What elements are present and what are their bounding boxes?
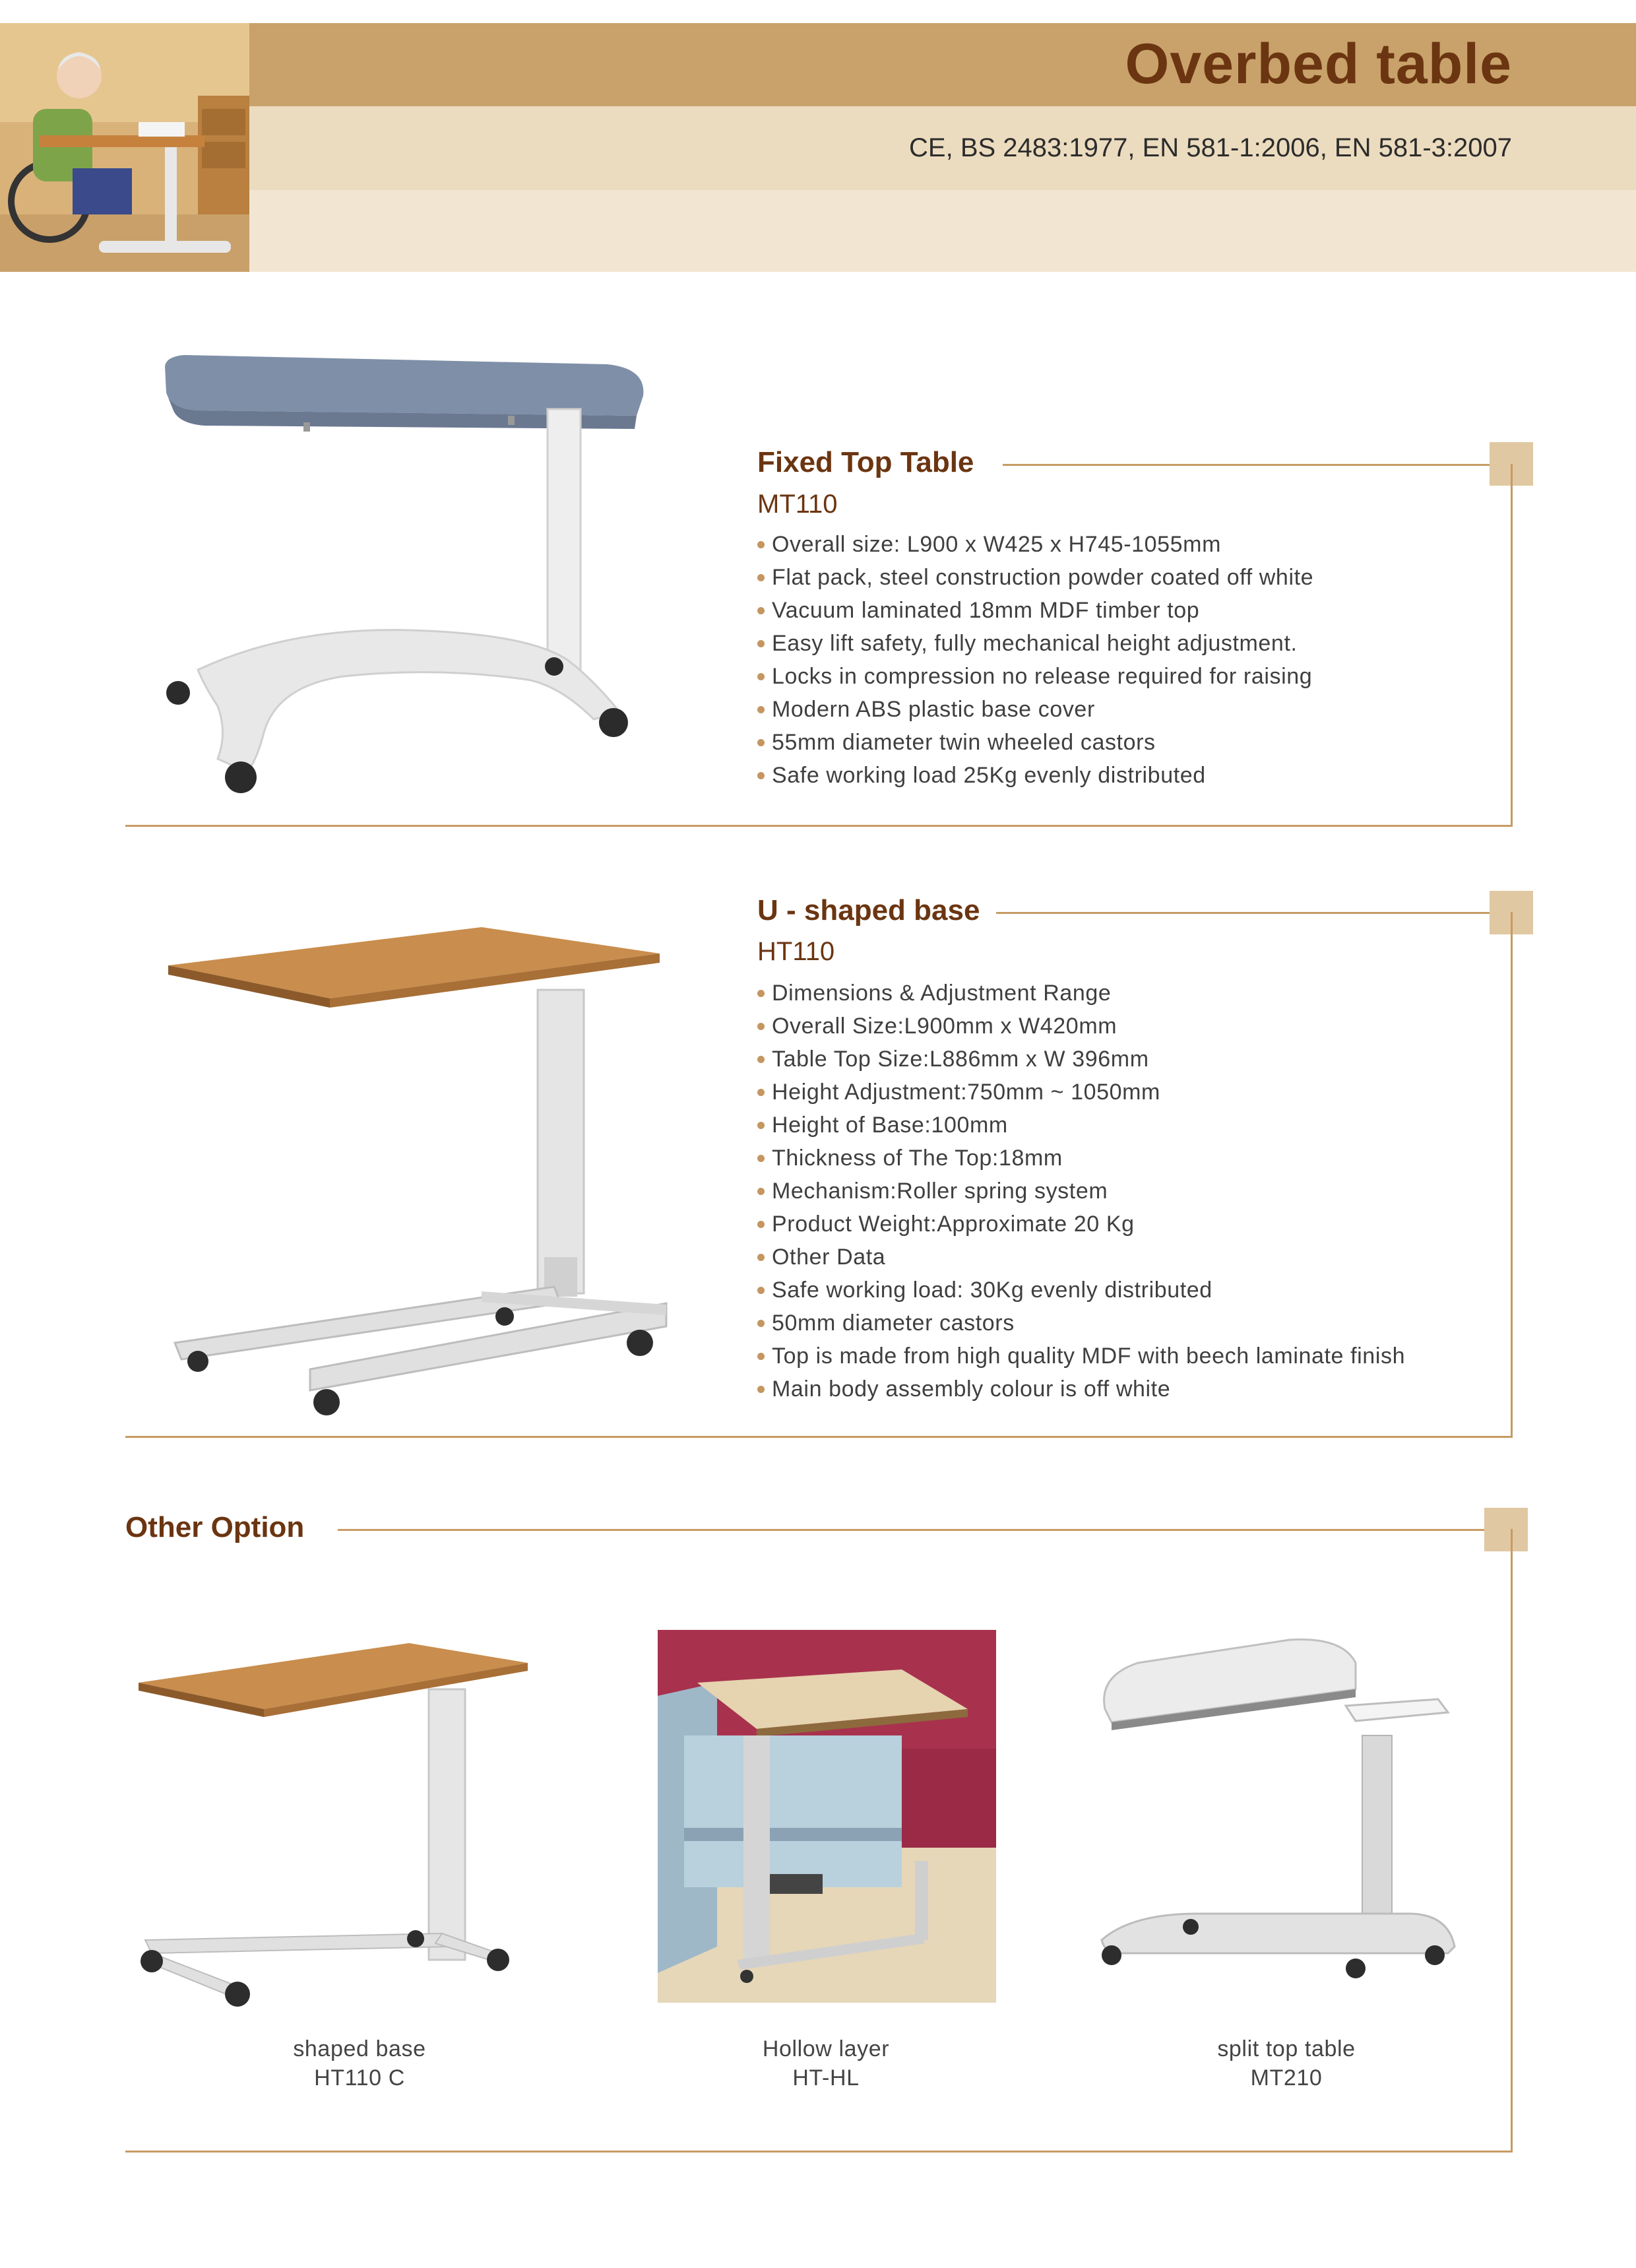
spec-list xyxy=(757,528,1313,792)
section-2-right-line xyxy=(1511,912,1513,1438)
spec-item xyxy=(757,1010,1405,1043)
section-2-bottom-line xyxy=(125,1436,1513,1438)
bullet-dot-icon xyxy=(757,706,765,713)
spec-text: Overall Size:L900mm x W420mm xyxy=(772,1014,1117,1039)
section-3-corner-box xyxy=(1484,1508,1528,1551)
section-1-top-line xyxy=(1003,464,1512,466)
option-name: shaped base xyxy=(293,2036,426,2061)
option-name: Hollow layer xyxy=(762,2036,890,2061)
spec-text: Top is made from high quality MDF with beech laminate finish xyxy=(772,1344,1406,1369)
spec-text: Main body assembly colour is off white xyxy=(772,1377,1171,1402)
spec-item xyxy=(757,1076,1405,1109)
bullet-dot-icon xyxy=(757,1122,765,1129)
bullet-dot-icon xyxy=(757,1353,765,1360)
spec-text: Safe working load 25Kg evenly distributed xyxy=(772,763,1206,788)
spec-item xyxy=(757,1109,1405,1142)
fixed-top-table-image xyxy=(158,337,646,798)
spec-item xyxy=(757,693,1313,726)
bullet-dot-icon xyxy=(757,1254,765,1261)
option-name: split top table xyxy=(1217,2036,1356,2061)
page-title: Overbed table xyxy=(1125,32,1512,96)
spec-text: Other Data xyxy=(772,1245,886,1270)
spec-item xyxy=(757,1175,1405,1208)
shaped-base-table-image xyxy=(132,1643,534,2013)
split-top-table-image xyxy=(1092,1636,1461,1993)
spec-item xyxy=(757,1043,1405,1076)
option-caption xyxy=(1154,2034,1418,2092)
spec-item xyxy=(757,1274,1405,1307)
bullet-dot-icon xyxy=(757,607,765,614)
bullet-dot-icon xyxy=(757,1320,765,1327)
spec-text: Dimensions & Adjustment Range xyxy=(772,981,1112,1006)
section-title: Other Option xyxy=(125,1511,311,1544)
spec-item xyxy=(757,1142,1405,1175)
section-title: Fixed Top Table xyxy=(757,446,980,479)
spec-item xyxy=(757,1208,1405,1241)
spec-text: Product Weight:Approximate 20 Kg xyxy=(772,1212,1135,1237)
spec-text: Table Top Size:L886mm x W 396mm xyxy=(772,1047,1149,1072)
spec-text: Height Adjustment:750mm ~ 1050mm xyxy=(772,1080,1160,1105)
spec-list xyxy=(757,977,1405,1406)
hollow-layer-photo xyxy=(658,1630,996,2003)
spec-item xyxy=(757,528,1313,561)
spec-item xyxy=(757,660,1313,693)
section-3-bottom-line xyxy=(125,2151,1513,2153)
bullet-dot-icon xyxy=(757,1089,765,1096)
section-3-top-line xyxy=(338,1529,1512,1531)
spec-item xyxy=(757,726,1313,759)
model-code: MT110 xyxy=(757,490,838,519)
header-photo-woman-at-overbed-table xyxy=(0,23,249,272)
spec-item xyxy=(757,594,1313,627)
spec-item xyxy=(757,1340,1405,1373)
option-model: MT210 xyxy=(1250,2065,1323,2090)
bullet-dot-icon xyxy=(757,574,765,581)
spec-text: 55mm diameter twin wheeled castors xyxy=(772,730,1156,755)
spec-text: Easy lift safety, fully mechanical height adjustment. xyxy=(772,631,1298,656)
spec-text: Vacuum laminated 18mm MDF timber top xyxy=(772,598,1200,623)
spec-item xyxy=(757,1241,1405,1274)
spec-item xyxy=(757,1307,1405,1340)
spec-text: 50mm diameter castors xyxy=(772,1311,1015,1336)
section-1-right-line xyxy=(1511,464,1513,827)
spec-item xyxy=(757,627,1313,660)
u-shaped-base-table-image xyxy=(165,921,679,1422)
section-title: U - shaped base xyxy=(757,894,986,927)
bullet-dot-icon xyxy=(757,1287,765,1294)
spec-text: Thickness of The Top:18mm xyxy=(772,1146,1063,1171)
spec-item xyxy=(757,977,1405,1010)
bullet-dot-icon xyxy=(757,1056,765,1063)
spec-text: Modern ABS plastic base cover xyxy=(772,697,1095,722)
bullet-dot-icon xyxy=(757,1023,765,1030)
bullet-dot-icon xyxy=(757,541,765,548)
section-1-bottom-line xyxy=(125,825,1513,827)
spec-text: Overall size: L900 x W425 x H745-1055mm xyxy=(772,532,1222,557)
spec-text: Safe working load: 30Kg evenly distributed xyxy=(772,1278,1212,1303)
section-3-right-line xyxy=(1511,1529,1513,2153)
spec-text: Mechanism:Roller spring system xyxy=(772,1179,1108,1204)
bullet-dot-icon xyxy=(757,1155,765,1162)
option-caption xyxy=(694,2034,958,2092)
model-code: HT110 xyxy=(757,937,835,966)
bullet-dot-icon xyxy=(757,640,765,647)
standards-text: CE, BS 2483:1977, EN 581-1:2006, EN 581-3:2007 xyxy=(909,133,1512,162)
spec-item xyxy=(757,561,1313,594)
spec-text: Flat pack, steel construction powder coated off white xyxy=(772,565,1314,590)
option-caption xyxy=(228,2034,491,2092)
option-model: HT-HL xyxy=(792,2065,860,2090)
bullet-dot-icon xyxy=(757,1188,765,1195)
spec-text: Height of Base:100mm xyxy=(772,1113,1008,1138)
bullet-dot-icon xyxy=(757,1386,765,1393)
bullet-dot-icon xyxy=(757,673,765,680)
spec-item xyxy=(757,759,1313,792)
option-model: HT110 C xyxy=(314,2065,405,2090)
section-2-top-line xyxy=(996,912,1512,914)
spec-item xyxy=(757,1373,1405,1406)
bullet-dot-icon xyxy=(757,1221,765,1228)
bullet-dot-icon xyxy=(757,990,765,997)
bullet-dot-icon xyxy=(757,739,765,746)
bullet-dot-icon xyxy=(757,772,765,779)
spec-text: Locks in compression no release required for raising xyxy=(772,664,1313,689)
